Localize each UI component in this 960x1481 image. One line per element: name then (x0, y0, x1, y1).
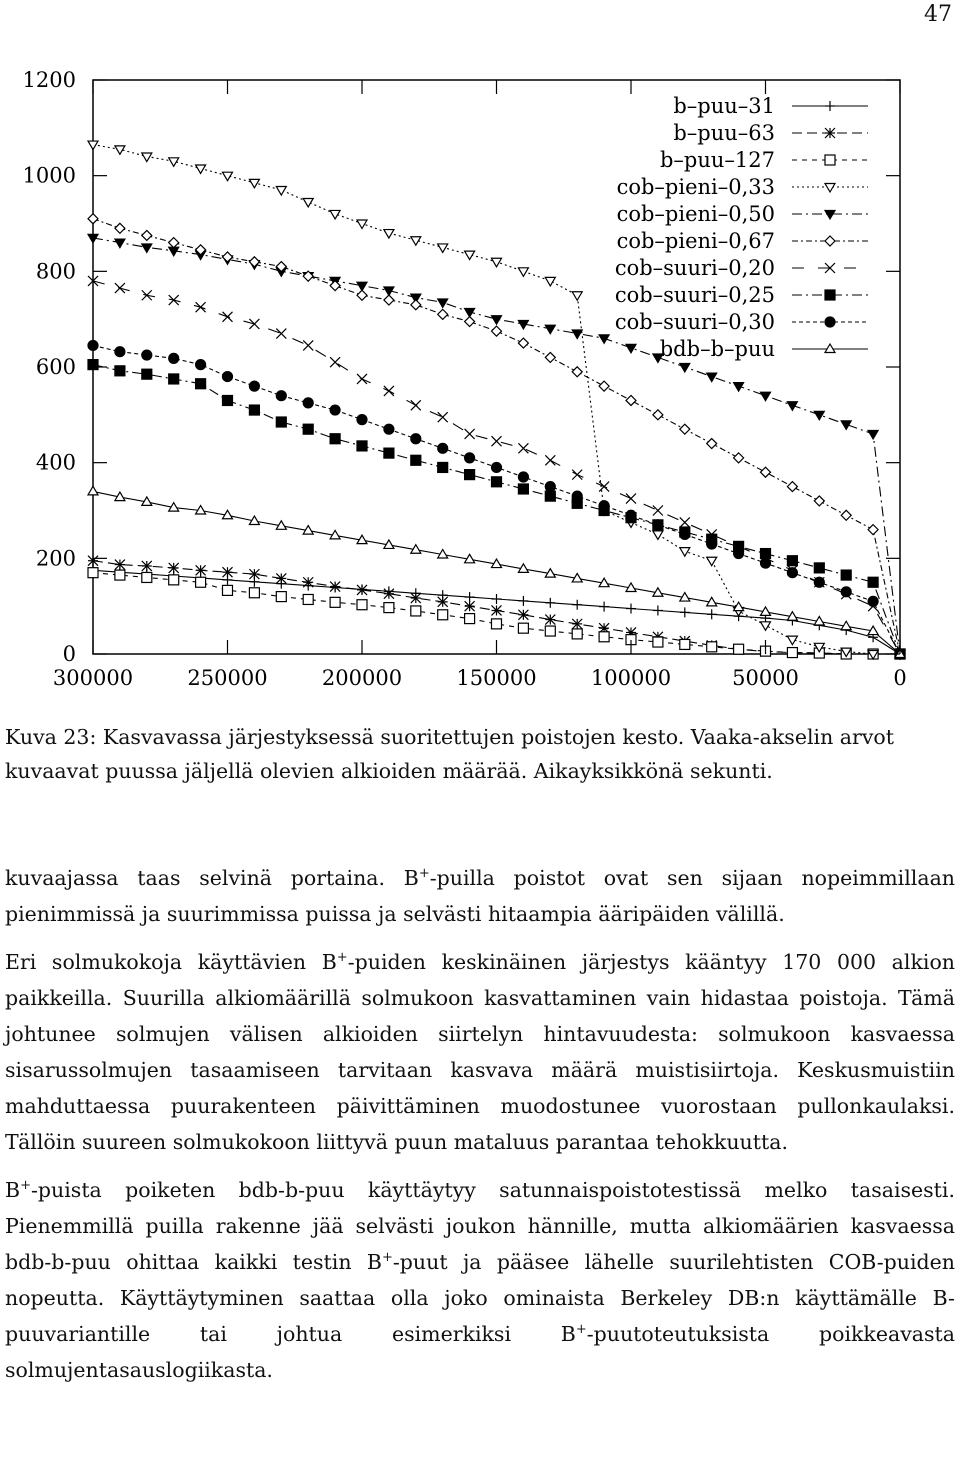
data-point (438, 443, 448, 453)
data-point (465, 614, 475, 624)
data-point (825, 344, 835, 353)
x-tick-label: 150000 (456, 666, 537, 690)
data-point (653, 410, 663, 420)
data-point (88, 486, 98, 495)
series-line (93, 219, 900, 654)
data-point (761, 558, 771, 568)
data-point (465, 470, 475, 480)
data-point (384, 230, 394, 239)
data-point (169, 238, 179, 248)
data-point (868, 525, 878, 535)
data-point (196, 360, 206, 370)
data-point (626, 510, 636, 520)
data-point (115, 239, 125, 248)
data-point (142, 230, 152, 240)
y-tick-label: 1000 (22, 163, 76, 188)
y-tick-label: 800 (35, 259, 76, 284)
data-point (276, 417, 286, 427)
data-point (88, 568, 98, 578)
data-point (142, 153, 152, 162)
data-point (841, 587, 851, 597)
x-tick-label: 250000 (187, 666, 268, 690)
text-span: -puutoteutuksista poikkeavasta solmujentasauslogiikasta. (5, 1322, 955, 1382)
data-point (303, 198, 313, 207)
data-point (545, 277, 555, 286)
data-point (330, 597, 340, 607)
data-point (357, 415, 367, 425)
data-point (868, 596, 878, 606)
data-point (761, 467, 771, 477)
y-tick-label: 600 (35, 355, 76, 379)
data-point (223, 395, 233, 405)
data-point (825, 290, 835, 300)
data-point (814, 411, 824, 420)
data-point (249, 381, 259, 391)
y-tick-label: 400 (35, 450, 76, 475)
y-tick-label: 0 (62, 642, 76, 666)
series-9 (88, 486, 905, 657)
data-point (411, 455, 421, 465)
data-point (787, 648, 797, 658)
data-point (303, 424, 313, 434)
data-point (384, 603, 394, 613)
legend-label: b–puu–31 (673, 94, 775, 118)
data-point (465, 453, 475, 463)
data-point (825, 155, 835, 165)
legend-label: b–puu–63 (673, 121, 775, 145)
data-point (357, 600, 367, 610)
data-point (707, 439, 717, 449)
data-point (518, 268, 528, 277)
data-point (825, 211, 835, 220)
data-point (223, 252, 233, 262)
y-tick-label: 200 (35, 546, 76, 571)
data-point (384, 424, 394, 434)
series-line (93, 491, 900, 654)
data-point (438, 309, 448, 319)
data-point (88, 340, 98, 350)
text-span: -puut ja pääsee lähelle suurilehtisten COB-puiden nopeutta. Käyttäytyminen saattaa olla joko ominaista Berkeley DB:n käyttämälle B-puuvariantille tai johtua esimerkiksi B (5, 1250, 956, 1346)
data-point (734, 644, 744, 654)
data-point (761, 622, 771, 631)
legend-label: cob–suuri–0,20 (614, 256, 775, 280)
x-tick-label: 300000 (52, 666, 134, 690)
data-point (492, 619, 502, 629)
legend-label: cob–pieni–0,67 (616, 229, 775, 253)
data-point (841, 570, 851, 580)
data-point (707, 373, 717, 382)
data-point (88, 141, 98, 150)
data-point (303, 594, 313, 604)
text-span: -puista poiketen bdb-b-puu käyttäytyy satunnaispoistotestissä melko tasaisesti. Pienemmillä puilla rakenne jää selvästi joukon hännille, mutta alkiomäärien kasvaessa bdb-b-puu ohittaa kaikki testin B (5, 1178, 955, 1274)
data-point (142, 369, 152, 379)
x-tick-label: 0 (893, 666, 907, 690)
superscript: + (381, 1250, 393, 1266)
superscript: + (418, 866, 430, 882)
data-point (868, 577, 878, 587)
legend-label: cob–pieni–0,50 (616, 202, 775, 226)
data-point (518, 484, 528, 494)
data-point (249, 405, 259, 415)
data-point (680, 639, 690, 649)
data-point (438, 299, 448, 308)
superscript: + (20, 1178, 31, 1194)
data-point (814, 563, 824, 573)
text-span: kuvaajassa taas selvinä portaina. B (5, 866, 419, 890)
data-point (357, 441, 367, 451)
text-span: B (5, 1178, 21, 1202)
data-point (438, 244, 448, 253)
data-point (680, 548, 690, 557)
data-point (196, 379, 206, 389)
data-point (223, 585, 233, 595)
data-point (223, 372, 233, 382)
data-point (276, 592, 286, 602)
data-point (734, 453, 744, 463)
x-tick-label: 200000 (321, 666, 403, 690)
data-point (825, 236, 835, 246)
text-span: Eri solmukokoja käyttävien B (5, 950, 337, 974)
data-point (787, 556, 797, 566)
data-point (626, 344, 636, 353)
data-point (545, 325, 555, 334)
text-span: -puiden keskinäinen järjestys kääntyy 170 000 alkion paikkeilla. Suurilla alkiomäärillä solmukoon kasvattaminen vain hidastaa poistoja. Tämä johtunee solmujen välisen alkioiden siirtelyn hintavuudesta: solmukoon kasvaessa sisarussolmujen tasaamiseen tarvitaan kasvava määrä muistisiirtoja. Keskusmuistiin mahduttaessa puurakenteen päivittäminen muodostunee vuorostaan pullonkaulaksi. Tällöin suureen solmukokoon liittyvä puun mataluus parantaa tehokkuutta. (5, 950, 955, 1154)
data-point (626, 395, 636, 405)
series-3 (88, 141, 905, 659)
data-point (411, 606, 421, 616)
data-point (142, 350, 152, 360)
data-point (680, 529, 690, 539)
data-point (545, 626, 555, 636)
data-point (115, 366, 125, 376)
data-point (572, 330, 582, 339)
page-number: 47 (924, 2, 952, 27)
data-point (357, 220, 367, 229)
data-point (545, 352, 555, 362)
data-point (492, 477, 502, 487)
body-text (5, 860, 955, 1400)
paragraph-3 (5, 1172, 955, 1388)
data-point (761, 549, 771, 559)
data-point (330, 405, 340, 415)
data-point (545, 491, 555, 501)
data-point (734, 549, 744, 559)
data-point (438, 462, 448, 472)
data-point (841, 510, 851, 520)
data-point (545, 482, 555, 492)
data-point (411, 434, 421, 444)
data-point (276, 391, 286, 401)
data-point (465, 317, 475, 327)
data-point (787, 482, 797, 492)
data-point (492, 462, 502, 472)
paragraph-2 (5, 944, 955, 1160)
data-point (653, 637, 663, 647)
legend-label: bdb–b–puu (659, 337, 775, 361)
data-point (249, 179, 259, 188)
data-point (249, 588, 259, 598)
data-point (572, 367, 582, 377)
data-point (169, 374, 179, 384)
data-point (196, 577, 206, 587)
data-point (653, 520, 663, 530)
data-point (88, 360, 98, 370)
data-point (518, 472, 528, 482)
data-point (814, 496, 824, 506)
data-point (825, 317, 835, 327)
data-point (196, 165, 206, 174)
data-point (384, 448, 394, 458)
data-point (142, 572, 152, 582)
data-point (357, 290, 367, 300)
text-span: -puilla poistot ovat sen sijaan nopeimmillaan pienimmissä ja suurimmissa puissa ja selvästi hitaampia ääripäiden välillä. (5, 866, 955, 926)
data-point (707, 557, 717, 566)
superscript: + (336, 950, 348, 966)
data-point (384, 295, 394, 305)
series-line (93, 238, 900, 654)
data-point (814, 577, 824, 587)
data-point (518, 338, 528, 348)
paragraph-1 (5, 860, 955, 932)
data-point (572, 292, 582, 301)
series-line (93, 145, 900, 654)
data-point (680, 424, 690, 434)
y-tick-label: 1200 (22, 68, 76, 92)
data-point (572, 629, 582, 639)
series-5 (88, 214, 905, 659)
data-point (518, 623, 528, 633)
data-point (707, 642, 717, 652)
data-point (303, 398, 313, 408)
data-point (492, 258, 502, 267)
data-point (115, 347, 125, 357)
legend-label: cob–pieni–0,33 (616, 175, 775, 199)
legend-label: b–puu–127 (659, 148, 775, 172)
data-point (88, 214, 98, 224)
data-point (787, 568, 797, 578)
data-point (115, 223, 125, 233)
data-point (572, 491, 582, 501)
data-point (653, 531, 663, 540)
data-point (142, 244, 152, 253)
data-point (438, 610, 448, 620)
data-point (330, 281, 340, 291)
data-point (680, 364, 690, 373)
data-point (599, 632, 609, 642)
legend-label: cob–suuri–0,25 (614, 283, 775, 307)
x-tick-label: 50000 (732, 666, 799, 690)
x-tick-label: 100000 (590, 666, 672, 690)
data-point (707, 539, 717, 549)
data-point (825, 184, 835, 193)
data-point (868, 430, 878, 439)
data-point (599, 381, 609, 391)
data-point (761, 392, 771, 401)
data-point (169, 353, 179, 363)
data-point (115, 570, 125, 580)
data-point (411, 300, 421, 310)
superscript: + (575, 1322, 587, 1338)
line-chart (0, 60, 960, 710)
data-point (492, 326, 502, 336)
figure-caption: Kuva 23: Kasvavassa järjestyksessä suoritettujen poistojen kesto. Vaaka-akselin arvot kuvaavat puussa jäljellä olevien alkioiden määrää. Aikayksikkönä sekunti. (5, 725, 894, 783)
data-point (599, 501, 609, 511)
data-point (276, 187, 286, 196)
data-point (169, 575, 179, 585)
data-point (330, 434, 340, 444)
legend-label: cob–suuri–0,30 (614, 310, 775, 334)
